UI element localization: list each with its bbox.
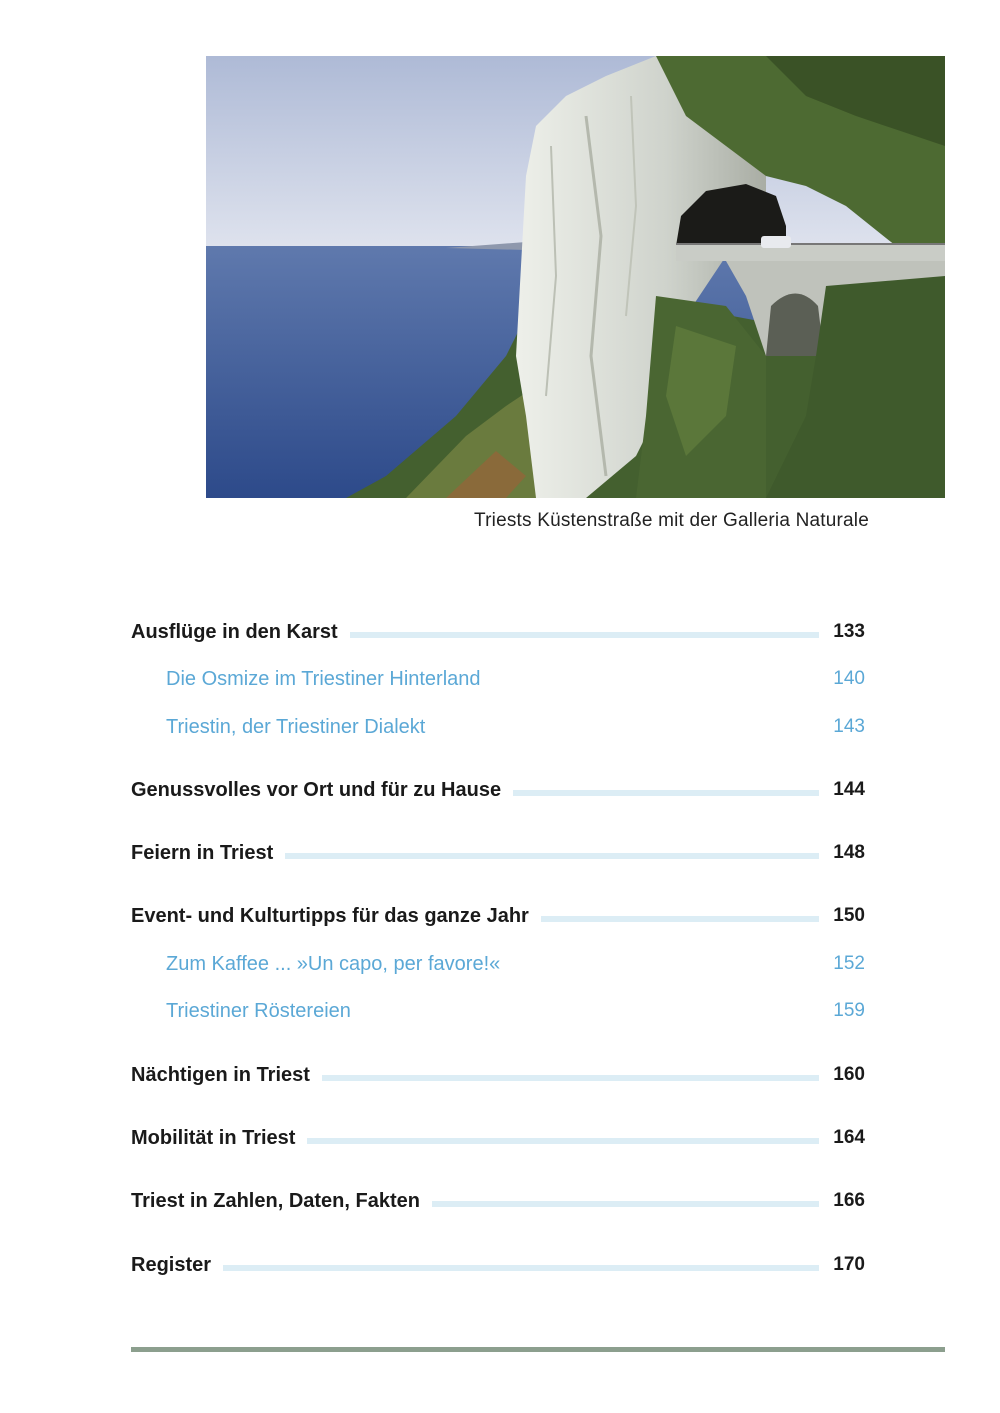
toc-leader bbox=[432, 1201, 819, 1207]
toc-subentry-title: Triestiner Röstereien bbox=[166, 999, 351, 1022]
toc-entry[interactable] bbox=[131, 901, 865, 931]
coastal-road-illustration bbox=[206, 56, 945, 498]
toc-entry[interactable] bbox=[131, 838, 865, 868]
toc-entry-title: Register bbox=[131, 1253, 212, 1276]
toc-entry-title: Event- und Kulturtipps für das ganze Jahr bbox=[131, 904, 529, 927]
toc-entry-page: 170 bbox=[833, 1254, 865, 1275]
toc-leader bbox=[285, 853, 819, 859]
toc-subentry-title: Triestin, der Triestiner Dialekt bbox=[166, 715, 426, 738]
toc-entry-page: 166 bbox=[833, 1190, 865, 1211]
toc-subentry-title: Zum Kaffee ... »Un capo, per favore!« bbox=[166, 952, 501, 975]
toc-entry-title: Feiern in Triest bbox=[131, 841, 274, 864]
toc-entry[interactable] bbox=[131, 775, 865, 805]
road-bridge bbox=[676, 244, 945, 261]
toc-leader bbox=[322, 1075, 819, 1081]
toc-subentry-page: 159 bbox=[833, 1000, 865, 1021]
toc-subentry-title: Die Osmize im Triestiner Hinterland bbox=[166, 667, 481, 690]
toc-entry[interactable] bbox=[131, 1060, 865, 1090]
toc-entry-page: 133 bbox=[833, 621, 865, 642]
toc-entry[interactable] bbox=[131, 617, 865, 647]
toc-entry-page: 164 bbox=[833, 1127, 865, 1148]
coastal-road-photo bbox=[206, 56, 945, 498]
toc-entry[interactable] bbox=[131, 1123, 865, 1153]
photo-caption: Triests Küstenstraße mit der Galleria Naturale bbox=[474, 510, 869, 531]
toc-entry-title: Triest in Zahlen, Daten, Fakten bbox=[131, 1189, 420, 1212]
toc-subentry[interactable] bbox=[131, 996, 865, 1026]
toc-leader bbox=[513, 790, 819, 796]
toc-subentry[interactable] bbox=[131, 949, 865, 979]
toc-entry-page: 150 bbox=[833, 905, 865, 926]
toc-leader bbox=[307, 1138, 819, 1144]
toc-entry[interactable] bbox=[131, 1186, 865, 1216]
toc-leader bbox=[350, 632, 819, 638]
toc-subentry-page: 143 bbox=[833, 716, 865, 737]
toc-leader bbox=[223, 1265, 819, 1271]
toc-leader bbox=[541, 916, 819, 922]
toc-subentry[interactable] bbox=[131, 712, 865, 742]
toc-subentry-page: 140 bbox=[833, 668, 865, 689]
toc-subentry[interactable] bbox=[131, 664, 865, 694]
toc-entry-title: Nächtigen in Triest bbox=[131, 1063, 310, 1086]
car bbox=[761, 236, 791, 248]
toc-subentry-page: 152 bbox=[833, 953, 865, 974]
footer-rule bbox=[131, 1347, 945, 1352]
toc-entry-title: Mobilität in Triest bbox=[131, 1126, 296, 1149]
toc-entry-title: Ausflüge in den Karst bbox=[131, 620, 338, 643]
toc-entry-page: 148 bbox=[833, 842, 865, 863]
toc-entry[interactable] bbox=[131, 1250, 865, 1280]
toc-entry-page: 160 bbox=[833, 1064, 865, 1085]
toc-entry-title: Genussvolles vor Ort und für zu Hause bbox=[131, 778, 502, 801]
toc-entry-page: 144 bbox=[833, 779, 865, 800]
